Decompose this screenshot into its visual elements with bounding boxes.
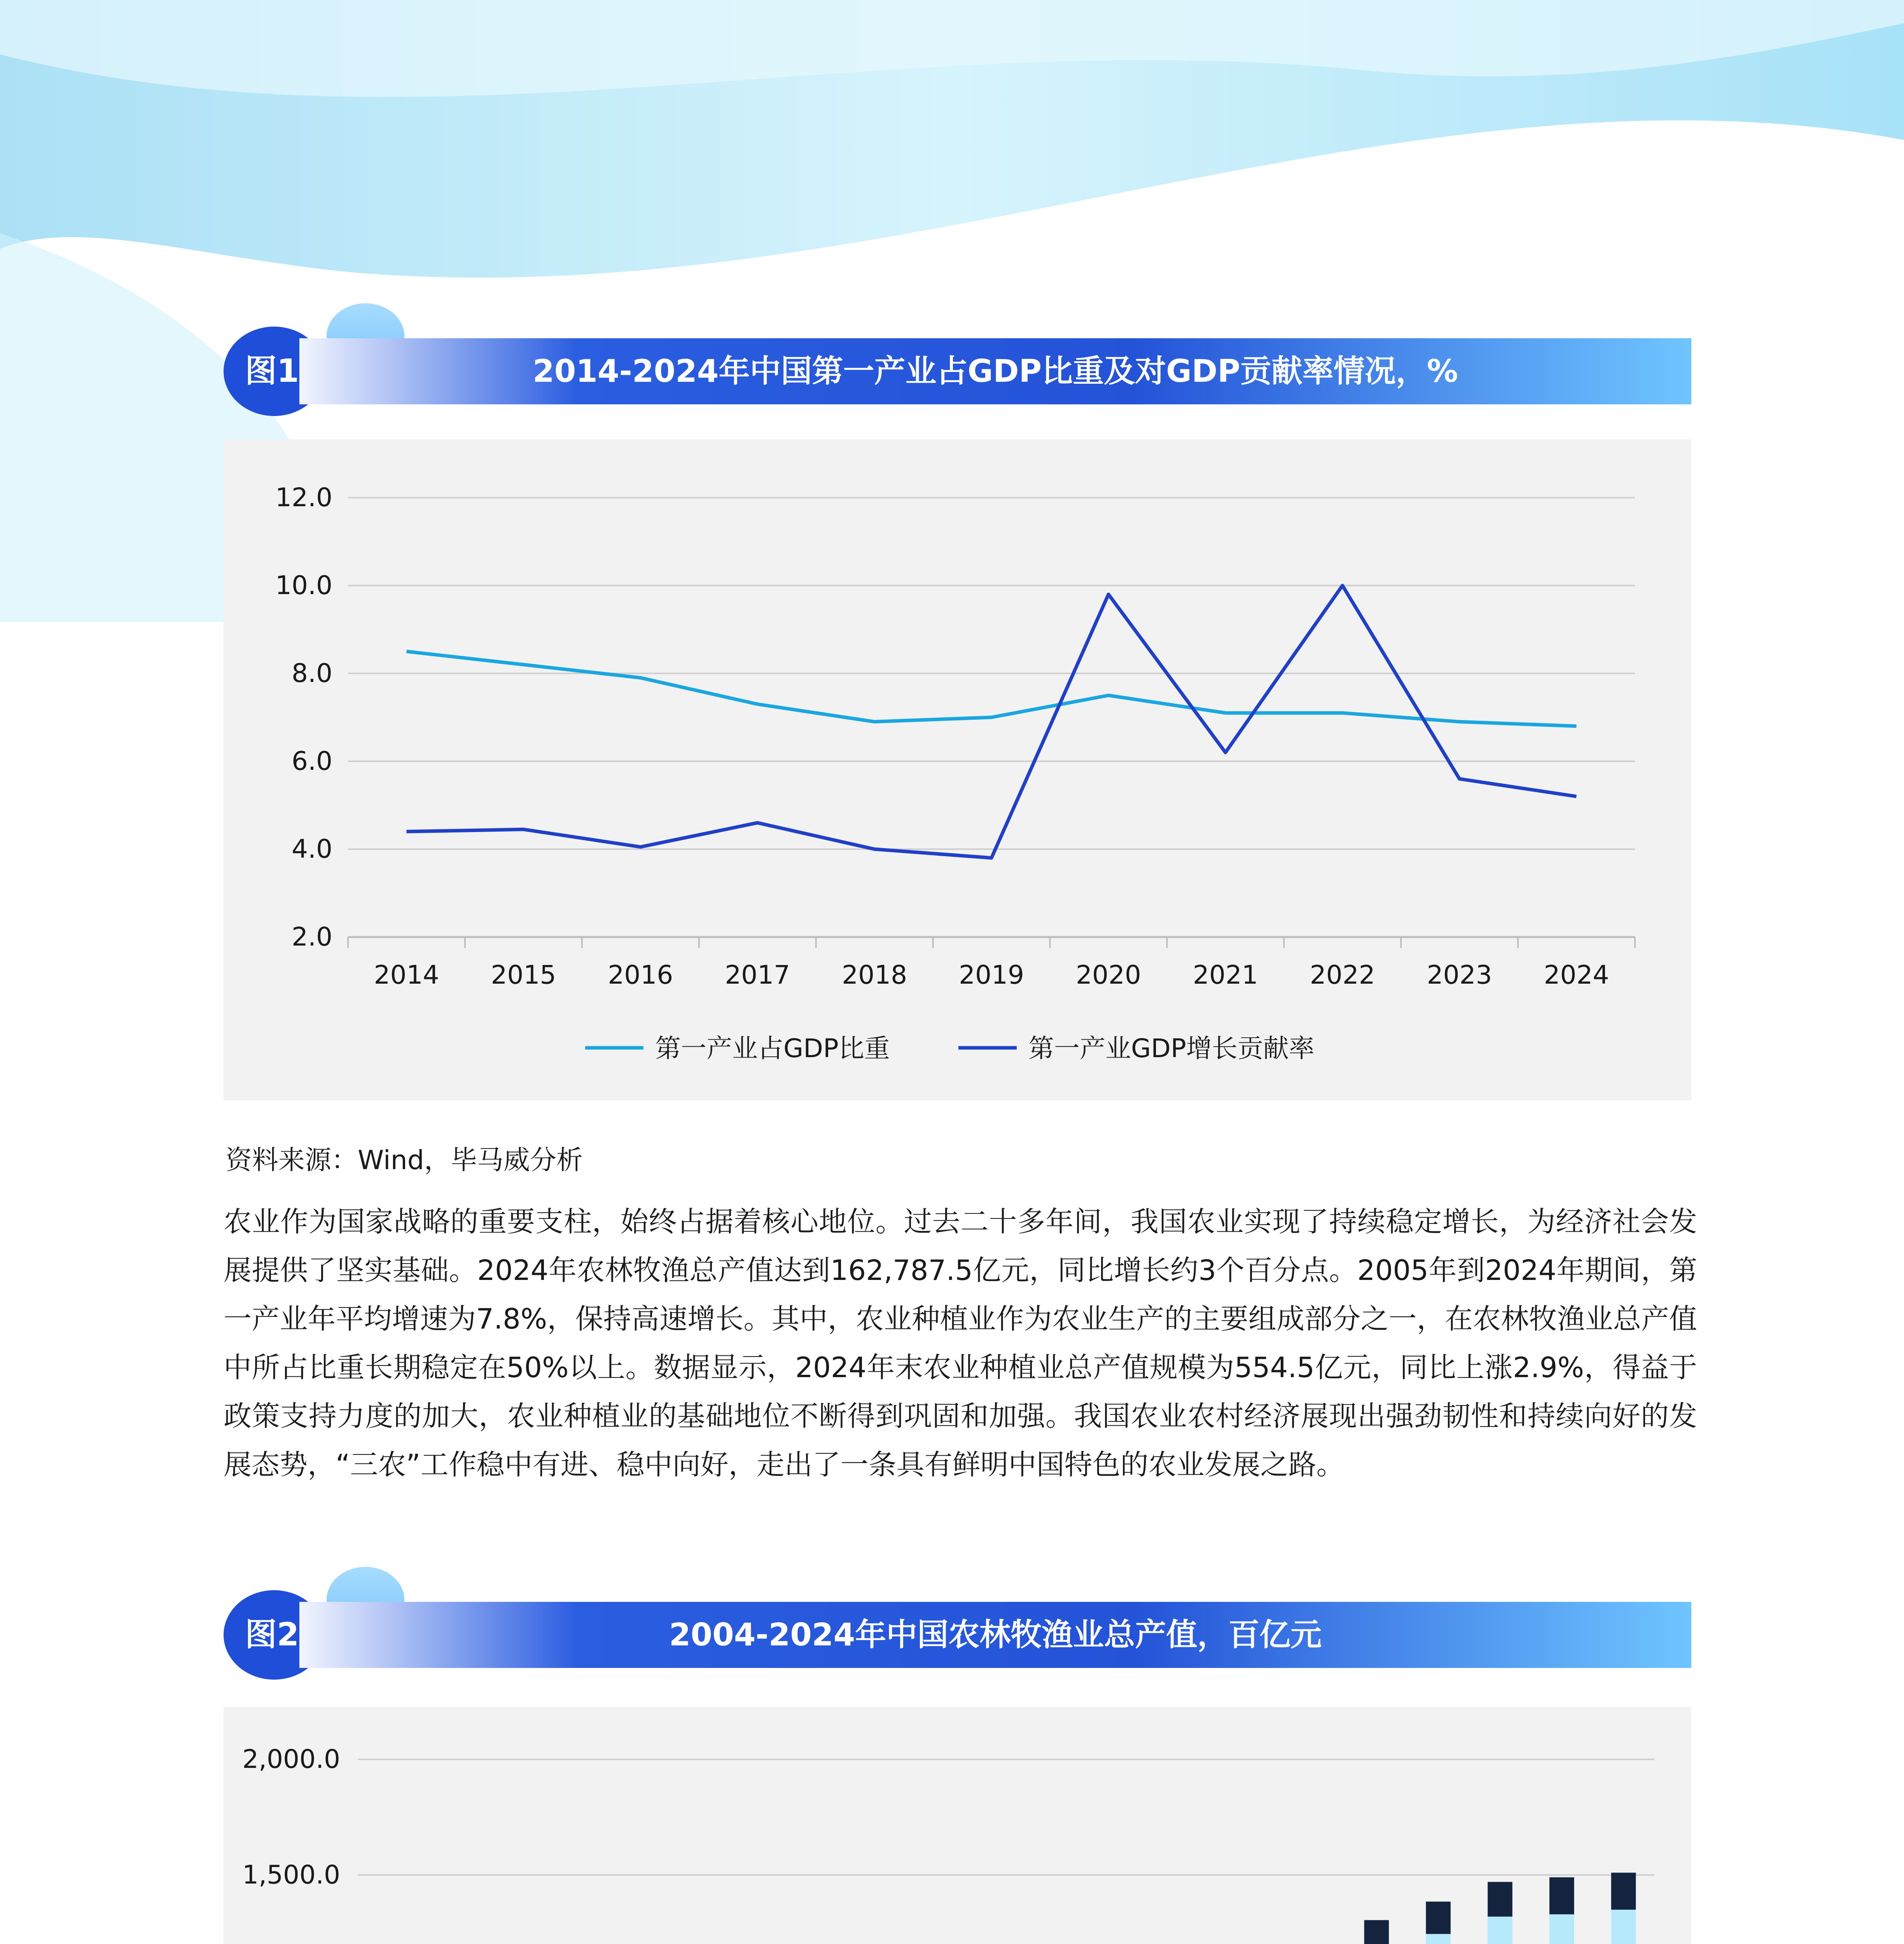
series-line-1 (406, 586, 1576, 858)
figure1-source: 资料来源：Wind，毕马威分析 (226, 1145, 583, 1176)
x-tick-label: 2019 (959, 960, 1024, 990)
figure2-badge: 图2 (245, 1616, 299, 1653)
x-tick-label: 2018 (842, 960, 907, 990)
figure2-bar-chart (224, 1707, 1691, 1944)
x-tick-label: 2020 (1075, 960, 1141, 990)
figure1-header (224, 338, 1691, 404)
x-tick-label: 2022 (1310, 960, 1375, 990)
figure1-chart-panel (224, 439, 1691, 1100)
y-tick-label: 10.0 (275, 570, 332, 600)
y-tick-label: 2.0 (292, 922, 332, 952)
y-tick-label: 2,000.0 (242, 1744, 340, 1774)
y-tick-label: 6.0 (292, 746, 332, 776)
bar-segment-3 (1426, 1902, 1451, 1934)
bar-segment-3 (1364, 1920, 1389, 1944)
x-tick-label: 2021 (1192, 960, 1258, 990)
bar-segment-2 (1549, 1914, 1574, 1944)
y-tick-label: 4.0 (292, 834, 332, 864)
x-tick-label: 2023 (1427, 960, 1492, 990)
y-tick-label: 12.0 (275, 483, 332, 512)
bar-segment-3 (1549, 1877, 1574, 1914)
legend-label: 第一产业GDP增长贡献率 (1028, 1033, 1315, 1063)
bar-segment-2 (1611, 1910, 1636, 1944)
figure2-header (224, 1602, 1691, 1668)
bar-segment-2 (1488, 1917, 1512, 1944)
bar-segment-3 (1488, 1882, 1512, 1916)
x-tick-label: 2014 (374, 960, 439, 990)
bar-segment-2 (1426, 1934, 1451, 1944)
legend-label: 第一产业占GDP比重 (655, 1033, 890, 1063)
y-tick-label: 8.0 (292, 658, 332, 688)
figure1-line-chart (224, 439, 1691, 1100)
series-line-0 (406, 652, 1576, 726)
y-tick-label: 1,500.0 (242, 1860, 340, 1890)
figure1-title: 2014-2024年中国第一产业占GDP比重及对GDP贡献率情况，% (532, 353, 1458, 389)
bar-segment-3 (1611, 1873, 1636, 1910)
x-tick-label: 2024 (1544, 960, 1609, 990)
x-tick-label: 2016 (608, 960, 673, 990)
x-tick-label: 2017 (725, 960, 790, 990)
x-tick-label: 2015 (491, 960, 556, 990)
figure1-badge: 图1 (245, 353, 299, 390)
body-paragraph: 农业作为国家战略的重要支柱，始终占据着核心地位。过去二十多年间，我国农业实现了持续稳定增长，为经济社会发展提供了坚实基础。2024年农林牧渔总产值达到162,787.5亿元，同比增长约3个百分点。2005年到2024年期间，第一产业年平均增速为7.8%，保持高速增长。其中，农业种植业作为农业生产的主要组成部分之一，在农林牧渔业总产值中所占比重长期稳定在50%以上。数据显示，2024年末农业种植业总产值规模为554.5亿元，同比上涨2.9%，得益于政策支持力度的加大，农业种植业的基础地位不断得到巩固和加强。我国农业农村经济展现出强劲韧性和持续向好的发展态势，“三农”工作稳中有进、稳中向好，走出了一条具有鲜明中国特色的农业发展之路。 (224, 1205, 1697, 1481)
figure2-chart-panel (224, 1707, 1691, 1944)
figure2-title: 2004-2024年中国农林牧渔业总产值，百亿元 (669, 1617, 1322, 1653)
